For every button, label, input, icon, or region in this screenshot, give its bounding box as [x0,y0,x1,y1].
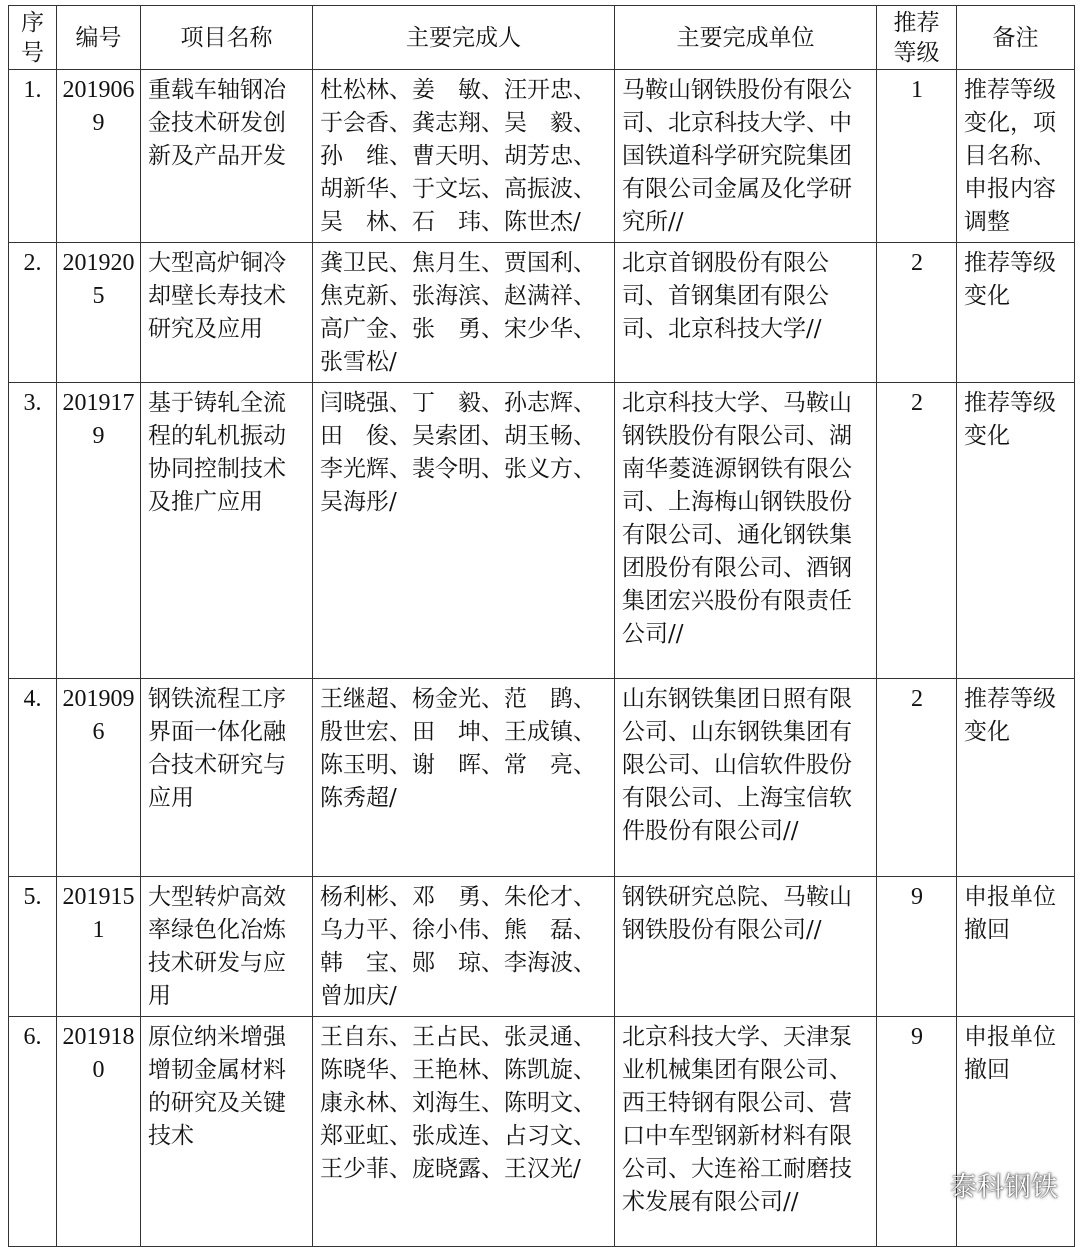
row-people: 杜松林、姜 敏、汪开忠、于会香、龚志翔、吴 毅、孙 维、曹天明、胡芳忠、胡新华、于文坛、高振波、吴 林、石 玮、陈世杰/ [313,70,615,243]
row-level: 1 [877,70,957,243]
row-level: 2 [877,679,957,877]
row-index: 1. [9,70,57,243]
row-project-name: 钢铁流程工序界面一体化融合技术研究与应用 [141,679,313,877]
row-level: 2 [877,383,957,679]
row-project-name: 重载车轴钢冶金技术研发创新及产品开发 [141,70,313,243]
watermark [908,1165,1058,1204]
row-note: 推荐等级变化 [957,679,1075,877]
row-index: 5. [9,877,57,1017]
row-people: 龚卫民、焦月生、贾国利、焦克新、张海滨、赵满祥、高广金、张 勇、宋少华、张雪松/ [313,243,615,383]
row-index: 2. [9,243,57,383]
table-row [9,70,1075,243]
header-level: 推荐等级 [877,6,957,70]
header-note: 备注 [957,6,1075,70]
document-page [8,5,1074,1247]
row-level: 9 [877,1017,957,1247]
watermark-text: 泰科钢铁 [950,1172,1058,1203]
project-table [8,5,1075,1247]
row-units: 钢铁研究总院、马鞍山钢铁股份有限公司// [615,877,877,1017]
wechat-icon [908,1171,942,1199]
row-level: 9 [877,877,957,1017]
table-row [9,1017,1075,1247]
row-index: 3. [9,383,57,679]
table-row [9,877,1075,1017]
row-code: 2019179 [57,383,141,679]
row-index: 6. [9,1017,57,1247]
row-index: 4. [9,679,57,877]
row-people: 杨利彬、邓 勇、朱伦才、乌力平、徐小伟、熊 磊、韩 宝、郧 琼、李海波、曾加庆/ [313,877,615,1017]
row-units: 北京科技大学、马鞍山钢铁股份有限公司、湖南华菱涟源钢铁有限公司、上海梅山钢铁股份有限公司、通化钢铁集团股份有限公司、酒钢集团宏兴股份有限责任公司// [615,383,877,679]
row-units: 马鞍山钢铁股份有限公司、北京科技大学、中国铁道科学研究院集团有限公司金属及化学研究所// [615,70,877,243]
row-code: 2019180 [57,1017,141,1247]
row-code: 2019069 [57,70,141,243]
table-row [9,679,1075,877]
row-note: 推荐等级变化 [957,383,1075,679]
row-people: 闫晓强、丁 毅、孙志辉、田 俊、吴索团、胡玉畅、李光辉、裴令明、张义方、吴海彤/ [313,383,615,679]
header-people: 主要完成人 [313,6,615,70]
row-code: 2019096 [57,679,141,877]
row-code: 2019205 [57,243,141,383]
row-units: 北京首钢股份有限公司、首钢集团有限公司、北京科技大学// [615,243,877,383]
row-project-name: 基于铸轧全流程的轧机振动协同控制技术及推广应用 [141,383,313,679]
row-note: 推荐等级变化 [957,243,1075,383]
row-code: 2019151 [57,877,141,1017]
table-row [9,383,1075,679]
row-note: 推荐等级变化，项目名称、申报内容调整 [957,70,1075,243]
header-name: 项目名称 [141,6,313,70]
table-row [9,243,1075,383]
row-project-name: 原位纳米增强增韧金属材料的研究及关键技术 [141,1017,313,1247]
row-people: 王继超、杨金光、范 鹍、殷世宏、田 坤、王成镇、陈玉明、谢 晖、常 亮、陈秀超/ [313,679,615,877]
row-people: 王自东、王占民、张灵通、陈晓华、王艳林、陈凯旋、康永林、刘海生、陈明文、郑亚虹、张成连、占习文、王少菲、庞晓露、王汉光/ [313,1017,615,1247]
row-units: 山东钢铁集团日照有限公司、山东钢铁集团有限公司、山信软件股份有限公司、上海宝信软件股份有限公司// [615,679,877,877]
header-code: 编号 [57,6,141,70]
row-level: 2 [877,243,957,383]
header-units: 主要完成单位 [615,6,877,70]
row-note: 申报单位撤回 [957,877,1075,1017]
row-units: 北京科技大学、天津泵业机械集团有限公司、西王特钢有限公司、营口中车型钢新材料有限公司、大连裕工耐磨技术发展有限公司// [615,1017,877,1247]
row-note: 申报单位撤回 [957,1017,1075,1247]
table-header-row [9,6,1075,70]
row-project-name: 大型转炉高效率绿色化冶炼技术研发与应用 [141,877,313,1017]
row-project-name: 大型高炉铜冷却壁长寿技术研究及应用 [141,243,313,383]
header-index: 序号 [9,6,57,70]
